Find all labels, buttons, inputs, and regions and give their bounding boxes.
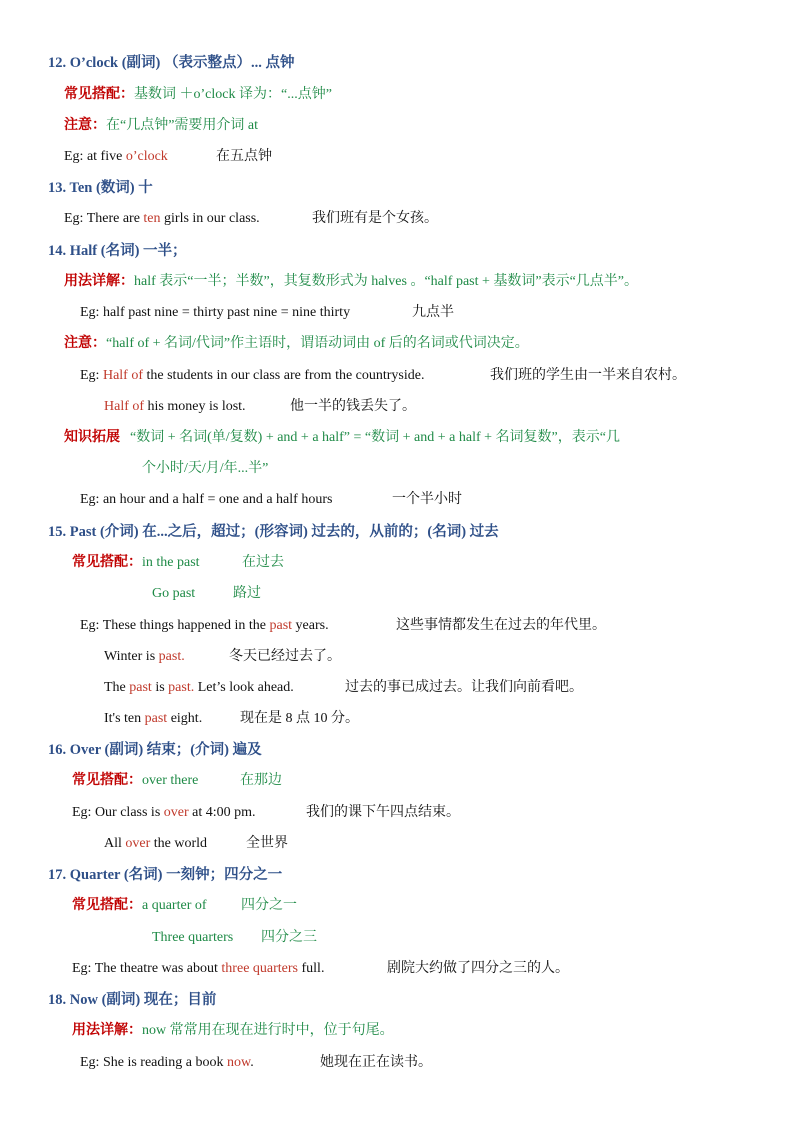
example-line [104, 709, 202, 729]
label-note: 注意： [64, 336, 106, 351]
usage-line [64, 272, 638, 292]
example-translation: 冬天已经过去了。 [229, 649, 341, 664]
usage-text: now 常常用在现在进行时中，位于句尾。 [142, 1023, 394, 1038]
example-highlight: past [144, 711, 168, 726]
collocation-line [64, 85, 332, 105]
example-translation: 剧院大约做了四分之三的人。 [387, 961, 569, 976]
example-translation: 他一半的钱丢失了。 [290, 399, 416, 414]
example-text: is [151, 680, 169, 695]
example-highlight: Half of [102, 368, 143, 383]
heading-14: 14. Half (名词) 一半； [48, 243, 187, 259]
example-text: Eg: The theatre was about [72, 961, 222, 976]
example-text: the students in our class are from the countryside. [143, 368, 425, 383]
example-line [72, 959, 324, 979]
example-line [104, 678, 294, 698]
example-translation: 我们的课下午四点结束。 [306, 805, 460, 820]
label-collocation: 常见搭配： [72, 898, 142, 913]
heading-12: 12. O’clock (副词) （表示整点）... 点钟 [48, 55, 295, 71]
example-highlight: over [125, 836, 151, 851]
example-text: Eg: There are [64, 211, 144, 226]
example-text: Winter is [104, 649, 159, 664]
collocation-line [72, 553, 200, 573]
example-translation: 我们班有是个女孩。 [312, 211, 438, 226]
collocation-translation: 路过 [233, 586, 261, 601]
example-text: It's ten [104, 711, 145, 726]
example-highlight: now [226, 1055, 251, 1070]
example-highlight: past. [158, 649, 185, 664]
example-highlight: ten [143, 211, 161, 226]
example-line [80, 1053, 254, 1073]
label-usage: 用法详解： [64, 274, 134, 289]
heading-17: 17. Quarter (名词) 一刻钟；四分之一 [48, 867, 283, 883]
example-highlight: over [163, 805, 189, 820]
example-line [64, 209, 260, 229]
example-highlight: o’clock [125, 149, 168, 164]
example-line: Eg: an hour and a half = one and a half hours [80, 492, 333, 507]
collocation-translation: 在过去 [242, 555, 284, 570]
collocation-translation: 在那边 [240, 773, 282, 788]
example-text: Eg: She is reading a book [80, 1055, 227, 1070]
example-translation: 现在是 8 点 10 分。 [240, 711, 359, 726]
extension-text-cont: 个小时/天/月/年...半” [142, 461, 269, 476]
example-line [80, 616, 329, 636]
usage-line [72, 1021, 394, 1041]
label-collocation: 常见搭配： [64, 87, 134, 102]
usage-text: half 表示“一半；半数”，其复数形式为 halves 。“half past + 基数词”表示“几点半”。 [134, 274, 639, 289]
example-text: the world [150, 836, 208, 851]
example-translation: 这些事情都发生在过去的年代里。 [396, 618, 606, 633]
example-text: at 4:00 pm. [188, 805, 256, 820]
heading-18: 18. Now (副词) 现在；目前 [48, 992, 217, 1008]
label-note: 注意： [64, 118, 106, 133]
heading-15: 15. Past (介词) 在...之后，超过；(形容词) 过去的，从前的；(名词) 过去 [48, 524, 499, 540]
note-text: 在“几点钟”需要用介词 at [106, 118, 259, 133]
collocation-text: Three quarters [152, 930, 234, 945]
example-translation: 一个半小时 [392, 492, 462, 507]
example-text: full. [298, 961, 325, 976]
collocation-line [72, 771, 198, 791]
example-text: his money is lost. [144, 399, 246, 414]
label-collocation: 常见搭配： [72, 555, 142, 570]
example-line [104, 647, 185, 667]
example-text: Let’s look ahead. [194, 680, 294, 695]
example-text: All [104, 836, 126, 851]
collocation-text: in the past [142, 555, 200, 570]
collocation-line [72, 896, 207, 916]
example-highlight: past. [168, 680, 195, 695]
example-text: Eg: These things happened in the [80, 618, 270, 633]
example-line [80, 366, 424, 386]
extension-line [64, 428, 620, 448]
example-translation: 全世界 [246, 836, 288, 851]
example-highlight: Half of [104, 399, 145, 414]
heading-13: 13. Ten (数词) 十 [48, 180, 153, 196]
collocation-translation: 四分之一 [241, 898, 297, 913]
example-line [72, 803, 256, 823]
example-line [104, 397, 246, 417]
example-highlight: past [269, 618, 293, 633]
example-translation: 在五点钟 [216, 149, 272, 164]
example-text: Eg: Our class is [72, 805, 164, 820]
example-translation: 九点半 [412, 305, 454, 320]
collocation-translation: 四分之三 [261, 930, 317, 945]
heading-16: 16. Over (副词) 结束；(介词) 遍及 [48, 742, 262, 758]
example-translation: 过去的事已成过去。让我们向前看吧。 [345, 680, 583, 695]
note-text: “half of + 名词/代词”作主语时，谓语动词由 of 后的名词或代词决定。 [106, 336, 529, 351]
example-highlight: past [129, 680, 152, 695]
label-extension: 知识拓展 [64, 430, 120, 445]
example-text: Eg: at five [64, 149, 126, 164]
extension-text: “数词 + 名词(单/复数) + and + a half” = “数词 + and + a half + 名词复数”，表示“几 [130, 430, 620, 445]
example-text: Eg: [80, 368, 103, 383]
note-line [64, 116, 258, 136]
example-line [104, 834, 207, 854]
collocation-text: over there [142, 773, 199, 788]
collocation-text: Go past [152, 586, 196, 601]
example-highlight: three quarters [221, 961, 298, 976]
collocation-text: a quarter of [142, 898, 207, 913]
label-collocation: 常见搭配： [72, 773, 142, 788]
example-text: years. [292, 618, 329, 633]
example-line [64, 147, 168, 167]
example-text: . [250, 1055, 254, 1070]
example-translation: 她现在正在读书。 [320, 1055, 432, 1070]
label-usage: 用法详解： [72, 1023, 142, 1038]
example-text: eight. [167, 711, 203, 726]
note-line [64, 334, 529, 354]
example-line: Eg: half past nine = thirty past nine = nine thirty [80, 305, 351, 320]
example-translation: 我们班的学生由一半来自农村。 [490, 368, 686, 383]
example-text: girls in our class. [160, 211, 260, 226]
example-text: The [104, 680, 130, 695]
collocation-text: 基数词 ＋o’clock 译为：“...点钟” [134, 87, 332, 102]
